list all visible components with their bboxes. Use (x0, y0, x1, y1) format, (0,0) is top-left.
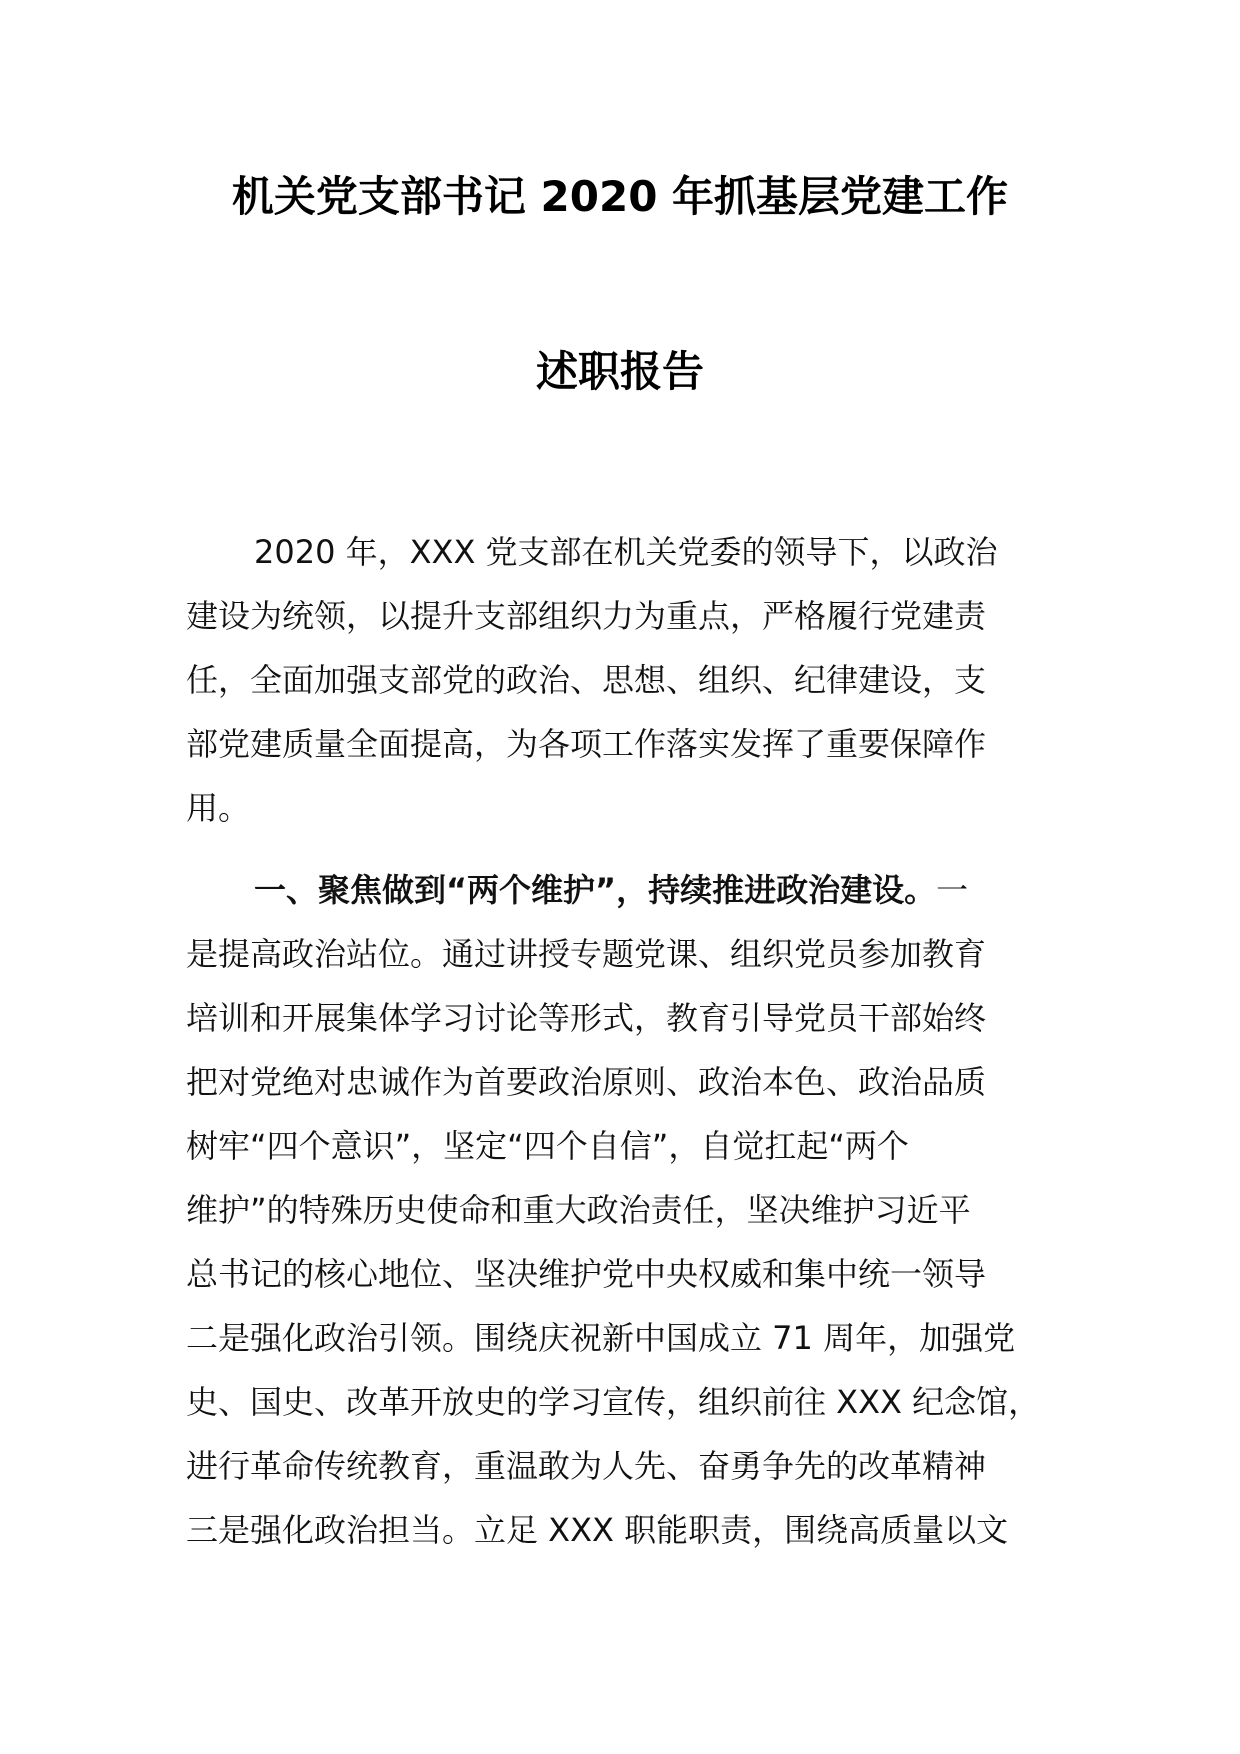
paragraph-line: 总书记的核心地位、坚决维护党中央权威和集中统一领导 (186, 1255, 987, 1293)
paragraph-line: 二是强化政治引领。围绕庆祝新中国成立 71 周年，加强党 (186, 1319, 1016, 1357)
paragraph-line: 部党建质量全面提高，为各项工作落实发挥了重要保障作 (186, 725, 987, 763)
paragraph-line: 三是强化政治担当。立足 XXX 职能职责，围绕高质量以文 (186, 1511, 1009, 1549)
section-first-line-tail: 一 (936, 871, 969, 909)
paragraph-line: 把对党绝对忠诚作为首要政治原则、政治本色、政治品质 (186, 1063, 987, 1101)
document-title-line-1: 机关党支部书记 2020 年抓基层党建工作 (231, 172, 1009, 221)
paragraph-line: 史、国史、改革开放史的学习宣传，组织前往 XXX 纪念馆， (186, 1383, 1041, 1421)
document-title-line-2: 述职报告 (535, 347, 704, 396)
paragraph-line: 任，全面加强支部党的政治、思想、组织、纪律建设，支 (186, 661, 987, 699)
paragraph-line: 用。 (186, 789, 251, 827)
paragraph-line: 树牢“四个意识”，坚定“四个自信”，自觉扛起“两个 (186, 1127, 909, 1165)
section-heading-lead: 一、聚焦做到“两个维护”，持续推进政治建设。 (254, 871, 937, 909)
paragraph-intro (186, 520, 1066, 840)
paragraph-line: 2020 年，XXX 党支部在机关党委的领导下，以政治 (254, 533, 998, 571)
paragraph-section-one (186, 858, 1066, 1562)
paragraph-line: 进行革命传统教育，重温敢为人先、奋勇争先的改革精神 (186, 1447, 987, 1485)
paragraph-line: 是提高政治站位。通过讲授专题党课、组织党员参加教育 (186, 935, 987, 973)
paragraph-line: 建设为统领，以提升支部组织力为重点，严格履行党建责 (186, 597, 987, 635)
paragraph-line: 培训和开展集体学习讨论等形式，教育引导党员干部始终 (186, 999, 987, 1037)
paragraph-first-line (186, 858, 1066, 922)
paragraph-line: 维护”的特殊历史使命和重大政治责任，坚决维护习近平 (186, 1191, 971, 1229)
